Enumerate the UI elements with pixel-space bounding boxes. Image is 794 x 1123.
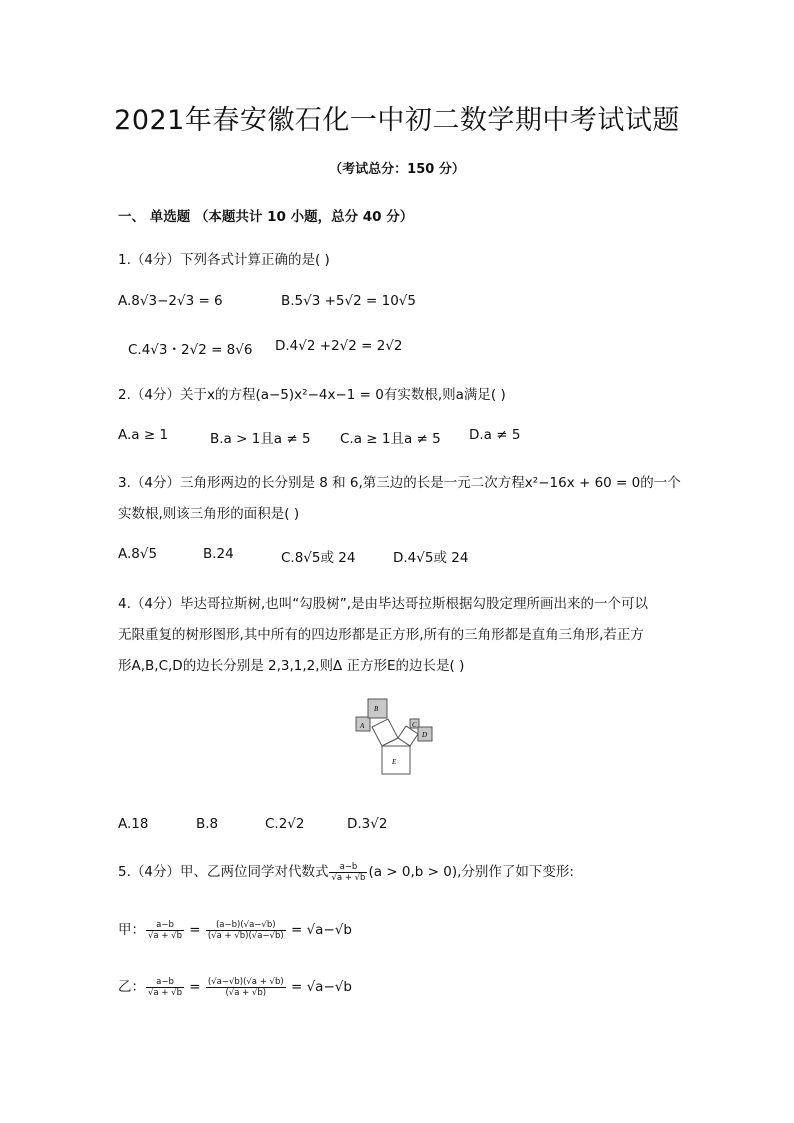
question-1-option-c: C.4√3・2√2 = 8√6 <box>128 342 253 358</box>
question-5-stem <box>118 860 574 883</box>
question-3-option-c: C.8√5或 24 <box>281 550 356 566</box>
expression-fraction <box>329 862 367 883</box>
yi-label: 乙： <box>118 979 145 995</box>
question-1-stem: 1.（4分）下列各式计算正确的是( ) <box>118 252 330 268</box>
pythagoras-tree-figure <box>352 697 438 777</box>
jia-label: 甲： <box>118 922 145 938</box>
yi-equals: = <box>189 979 201 995</box>
question-4-stem-line3: 形A,B,C,D的边长分别是 2,3,1,2,则Δ 正方形E的边长是( ) <box>118 658 465 674</box>
question-4-stem-line1: 4.（4分）毕达哥拉斯树,也叫“勾股树”,是由毕达哥拉斯根据勾股定理所画出来的一个可以 <box>118 596 649 612</box>
question-5-stem-post: (a > 0,b > 0),分别作了如下变形: <box>368 864 574 880</box>
yi-result: = √a−√b <box>290 979 352 995</box>
question-2-option-c: C.a ≥ 1且a ≠ 5 <box>340 431 441 447</box>
question-4-stem-line2: 无限重复的树形图形,其中所有的四边形都是正方形,所有的三角形都是直角三角形,若正方 <box>118 627 644 643</box>
label-e: E <box>392 758 397 766</box>
label-c: C <box>412 721 417 729</box>
yi-transformation <box>118 975 352 998</box>
label-d: D <box>422 731 428 739</box>
yi-mid-numerator: (√a−√b)(√a + √b) <box>207 976 284 987</box>
question-4-option-d: D.3√2 <box>347 816 388 832</box>
yi-left-denominator: √a + √b <box>148 987 182 998</box>
question-3-stem-line2: 实数根,则该三角形的面积是( ) <box>118 506 300 522</box>
label-b: B <box>374 705 379 713</box>
question-4-option-c: C.2√2 <box>265 816 305 832</box>
jia-left-numerator: a−b <box>146 920 184 931</box>
question-2-option-b: B.a > 1且a ≠ 5 <box>210 431 311 447</box>
fraction-denominator: √a + √b <box>331 872 366 883</box>
jia-left-denominator: √a + √b <box>148 930 182 941</box>
question-4-option-b: B.8 <box>196 816 219 832</box>
question-4-option-a: A.18 <box>118 816 149 832</box>
question-1-option-b: B.5√3 +5√2 = 10√5 <box>281 293 416 309</box>
jia-transformation <box>118 918 352 941</box>
question-3-option-b: B.24 <box>203 546 234 562</box>
jia-left-fraction <box>146 920 184 941</box>
question-3-option-a: A.8√5 <box>118 546 158 562</box>
question-3-stem-line1: 3.（4分）三角形两边的长分别是 8 和 6,第三边的长是一元二次方程x²−16x + 60 = 0的一个 <box>118 475 681 491</box>
jia-equals: = <box>189 922 201 938</box>
yi-left-fraction <box>146 977 184 998</box>
question-2-option-a: A.a ≥ 1 <box>118 427 169 443</box>
question-1-option-d: D.4√2 +2√2 = 2√2 <box>275 338 403 354</box>
yi-mid-fraction <box>206 977 286 998</box>
fraction-numerator: a−b <box>329 862 367 873</box>
label-a: A <box>360 722 365 730</box>
question-3-option-d: D.4√5或 24 <box>393 550 469 566</box>
jia-result: = √a−√b <box>290 922 352 938</box>
jia-mid-numerator: (a−b)(√a−√b) <box>206 920 286 931</box>
question-1-option-a: A.8√3−2√3 = 6 <box>118 293 223 309</box>
exam-total-score: （考试总分：150 分） <box>329 162 465 177</box>
question-5-stem-pre: 5.（4分）甲、乙两位同学对代数式 <box>118 864 329 880</box>
exam-title: 2021年春安徽石化一中初二数学期中考试试题 <box>114 105 680 136</box>
yi-mid-denominator: (√a + √b) <box>225 987 267 998</box>
yi-left-numerator: a−b <box>146 977 184 988</box>
question-2-option-d: D.a ≠ 5 <box>469 427 521 443</box>
section-heading: 一、 单选题 （本题共计 10 小题，总分 40 分） <box>118 209 414 225</box>
jia-mid-denominator: (√a + √b)(√a−√b) <box>207 930 284 941</box>
question-2-stem: 2.（4分）关于x的方程(a−5)x²−4x−1 = 0有实数根,则a满足( ) <box>118 387 506 403</box>
jia-mid-fraction <box>206 920 286 941</box>
